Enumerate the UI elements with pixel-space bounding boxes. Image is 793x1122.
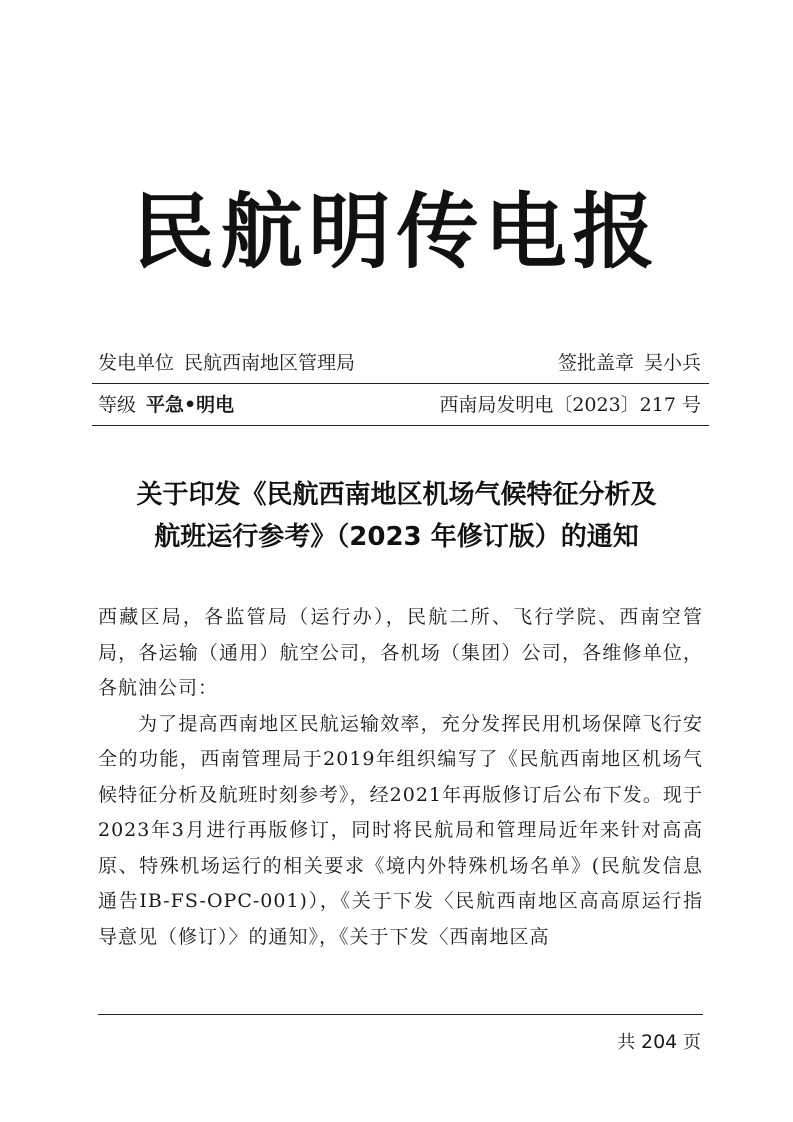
header-row-sender	[92, 343, 709, 384]
sender-info	[98, 343, 355, 383]
page-count-suffix: 页	[683, 1032, 701, 1053]
notice-title-line-1: 关于印发《民航西南地区机场气候特征分析及	[136, 480, 657, 510]
header-row-grade	[92, 385, 709, 426]
grade-value: 平急•明电	[146, 394, 235, 416]
grade-info	[98, 385, 234, 425]
page-count-prefix: 共	[617, 1032, 636, 1053]
sender-value: 民航西南地区管理局	[184, 352, 356, 374]
body-paragraph-1: 为了提高西南地区民航运输效率，充分发挥民用机场保障飞行安全的功能，西南管理局于2019年组织编写了《民航西南地区机场气候特征分析及航班时刻参考》，经2021年再版修订后公布下发。现于2023年3月进行再版修订，同时将民航局和管理局近年来针对高高原、特殊机场运行的相关要求《境内外特殊机场名单》(民航发信息通告IB-FS-OPC-001)），《关于下发〈民航西南地区高高原运行指导意见（修订）〉的通知》，《关于下发〈西南地区高	[98, 712, 703, 948]
notice-title-line-2: 航班运行参考》（2023 年修订版）的通知	[154, 522, 639, 552]
grade-label: 等级	[98, 394, 137, 416]
document-main-title: 民航明传电报	[132, 185, 661, 280]
page-count-number: 204	[641, 1031, 678, 1053]
notice-title	[80, 474, 713, 558]
sender-label: 发电单位	[98, 352, 175, 374]
document-number: 西南局发明电〔2023〕217 号	[439, 394, 701, 416]
approver-info	[558, 343, 701, 383]
footer-divider	[98, 1014, 703, 1015]
notice-body	[98, 600, 703, 955]
page-count	[617, 1028, 701, 1054]
approver-value: 吴小兵	[643, 352, 701, 374]
approver-label: 签批盖章	[557, 352, 634, 374]
addressees-paragraph: 西藏区局，各监管局（运行办），民航二所、飞行学院、西南空管局，各运输（通用）航空公司，各机场（集团）公司，各维修单位，各航油公司：	[98, 606, 703, 699]
